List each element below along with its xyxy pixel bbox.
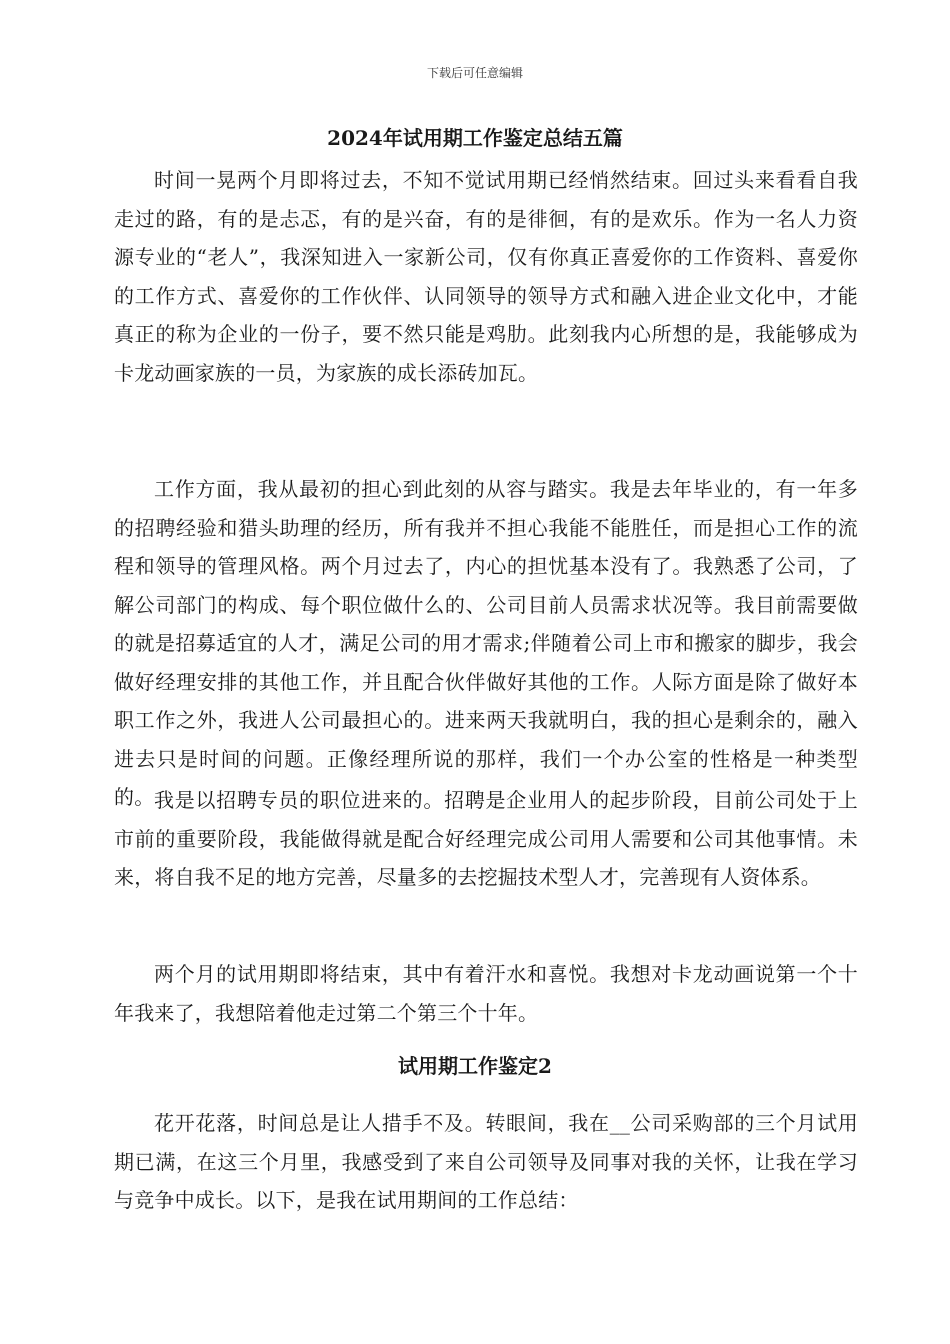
paragraph-2: 工作方面，我从最初的担心到此刻的从容与踏实。我是去年毕业的，有一年多的招聘经验和猎头助理的经历，所有我并不担心我能不能胜任，而是担心工作的流程和领导的管理风格。两个月过去了，内心的担忧基本没有了。我熟悉了公司，了解公司部门的构成、每个职位做什么的、公司目前人员需求状况等。我目前需要做的就是招募适宜的人才，满足公司的用才需求;伴随着公司上市和搬家的脚步，我会做好经理安排的其他工作，并且配合伙伴做好其他的工作。人际方面是除了做好本职工作之外，我进人公司最担心的。进来两天我就明白，我的担心是剩余的，融入进去只是时间的问题。正像经理所说的那样，我们一个办公室的性格是一种类型的。 — [114, 477, 858, 809]
paragraph-4: 两个月的试用期即将结束，其中有着汗水和喜悦。我想对卡龙动画说第一个十年我来了，我想陪着他走过第二个第三个十年。 — [114, 962, 858, 1025]
header-note: 下载后可任意编辑 — [426, 66, 523, 80]
paragraph-1: 时间一晃两个月即将过去，不知不觉试用期已经悄然结束。回过头来看看自我走过的路，有的是忐忑，有的是兴奋，有的是徘徊，有的是欢乐。作为一名人力资源专业的“老人”，我深知进入一家新公司，仅有你真正喜爱你的工作资料、喜爱你的工作方式、喜爱你的工作伙伴、认同领导的领导方式和融入进企业文化中，才能真正的称为企业的一份子，要不然只能是鸡肋。此刻我内心所想的是，我能够成为卡龙动画家族的一员，为家族的成长添砖加瓦。 — [114, 168, 858, 385]
section-2-title: 试用期工作鉴定2 — [398, 1054, 552, 1078]
paragraph-3: 我是以招聘专员的职位进来的。招聘是企业用人的起步阶段，目前公司处于上市前的重要阶段，我能做得就是配合好经理完成公司用人需要和公司其他事情。未来，将自我不足的地方完善，尽量多的去挖掘技术型人才，完善现有人资体系。 — [114, 788, 858, 889]
document-title: 2024年试用期工作鉴定总结五篇 — [327, 126, 623, 150]
section-2-paragraph-1: 花开花落，时间总是让人措手不及。转眼间，我在__公司采购部的三个月试用期已满，在这三个月里，我感受到了来自公司领导及同事对我的关怀，让我在学习与竞争中成长。以下，是我在试用期间的工作总结： — [114, 1111, 858, 1212]
